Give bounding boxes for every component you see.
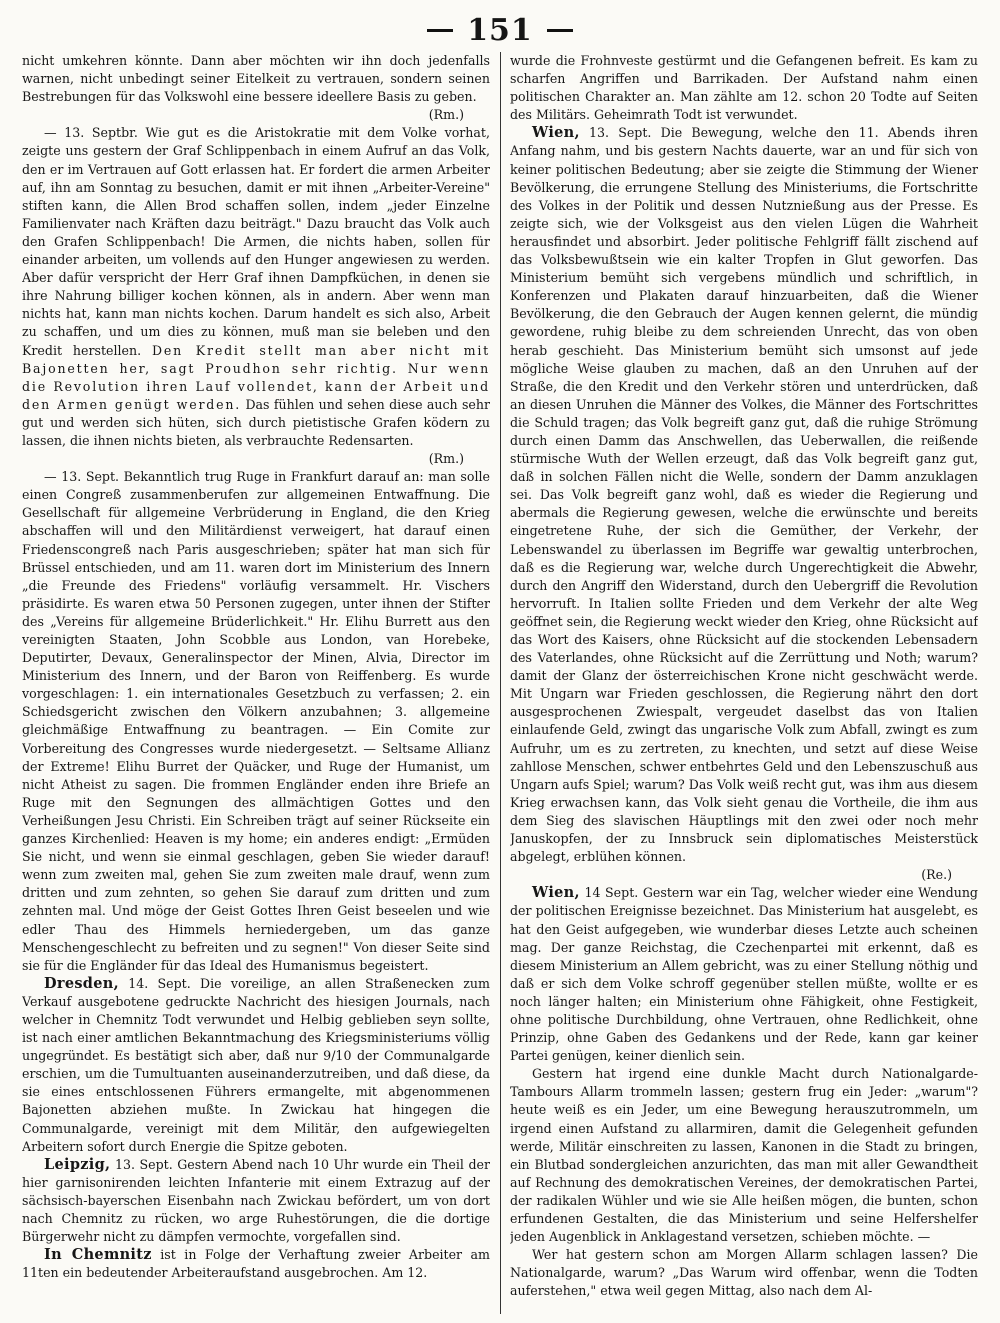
article-paragraph: Gestern hat irgend eine dunkle Macht durch Nationalgarde-Tambours Allarm trommeln lassen; gestern frug ein Jeder: „warum"? heute weiß es ein Jeder, um eine Bewegung herauszutrommeln, um irgend einen Aufstand zu allarmiren, damit die Gelegenheit gefunden werde, Militär einschreiten zu lassen, Kanonen in die Stadt zu bringen, ein Blutbad sondergleichen anzurichten, das man mit aller Gewandtheit auf Rechnung des demokratischen Vereines, der demokratischen Partei, der radikalen Wühler und wie sie Alle heißen mögen, die bunten, schon erfundenen Gestalten, die das Ministerium und seine Helfershelfer jeden Augenblick in Anklagestand versetzen, schieben möchte. — xyxy=(510,1066,978,1245)
spaced-emphasis: Den Kredit stellt man aber nicht mit Bajonetten her, sagt Proudhon sehr richtig. Nur wenn die Revolution ihren Lauf vollendet, kann der Arbeit und den Armen genügt werden. xyxy=(22,342,490,412)
dateline-place: Leipzig, xyxy=(44,1155,111,1173)
dateline-place: Wien, xyxy=(532,124,580,142)
column-divider xyxy=(500,52,501,1314)
author-signature: (Rm.) xyxy=(428,107,464,123)
text-columns xyxy=(22,52,978,1314)
page-header xyxy=(22,8,978,52)
article-continuation: nicht umkehren könnte. Dann aber möchten wir ihn doch jedenfalls warnen, nicht unbedingt seiner Eitelkeit zu vertrauen, sondern seinen Bestrebungen für das Volkswohl eine bessere ideellere Basis zu geben. xyxy=(22,53,490,105)
right-column xyxy=(510,52,978,1314)
author-signature: (Re.) xyxy=(921,867,952,883)
article-chemnitz: In Chemnitz ist in Folge der Verhaftung zweier Arbeiter am 11ten ein bedeutender Arbeiteraufstand ausgebrochen. Am 12. xyxy=(22,1246,490,1281)
dateline-place: In Chemnitz xyxy=(44,1246,152,1264)
dateline-place: Wien, xyxy=(532,884,580,902)
article-dresden: Dresden, 14. Sept. Die voreilige, an allen Straßenecken zum Verkauf ausgebotene gedruckte Nachricht des hiesigen Journals, nach welcher in Chemnitz Todt verwundet und Helbig geblieben seyn sollte, ist nach einer amtlichen Bekanntmachung des Kriegsministeriums völlig ungegründet. Es bestätigt sich aber, daß nur 9/10 der Communalgarde erschien, um die Tumultuanten auseinanderzutreiben, und daß diese, da sie eines entschlossenen Führers ermangelte, mit abgenommenen Bajonetten abziehen mußte. In Zwickau hat hingegen die Communalgarde, vereinigt mit dem Militär, den aufgewiegelten Arbeitern sofort durch Energie die Spitze geboten. xyxy=(22,974,490,1154)
header-dash-right xyxy=(547,29,573,32)
dateline-place: Dresden, xyxy=(44,974,119,992)
article-friedenscongress: — 13. Sept. Bekanntlich trug Ruge in Frankfurt darauf an: man solle einen Congreß zusammenberufen zur allgemeinen Entwaffnung. Die Gesellschaft für allgemeine Verbrüderung in England, die den Krieg abschaffen will und den Militärdienst verweigert, hat darauf einen Friedenscongreß nach Paris ausgeschrieben; später hat man sich für Brüssel entschieden, und am 11. waren dort im Ministerium des Innern „die Freunde des Friedens" vorläufig versammelt. Hr. Vischers präsidirte. Es waren etwa 50 Personen zugegen, unter ihnen der Stifter des „Vereins für allgemeine Brüderlichkeit." Hr. Elihu Burrett aus den vereinigten Staaten, John Scobble aus London, van Horebeke, Deputirter, Devaux, Generalinspector der Minen, Alvia, Director im Ministerium des Innern, und der Baron von Reiffenberg. Es wurde vorgeschlagen: 1. ein internationales Gesetzbuch zu verfassen; 2. ein Schiedsgericht zwischen den Völkern anzubahnen; 3. allgemeine gleichmäßige Entwaffnung zu beantragen. — Ein Comite zur Vorbereitung des Congresses wurde niedergesetzt. — Seltsame Allianz der Extreme! Elihu Burret der Quäcker, und Ruge der Humanist, um nicht Atheist zu sagen. Die frommen Engländer enden ihre Briefe an Ruge mit den Segnungen des allmächtigen Gottes und den Verheißungen Jesu Christi. Ein Schreiben trägt auf seiner Rückseite ein ganzes Kirchenlied: Heaven is my home; ein anderes endigt: „Ermüden Sie nicht, und wenn sie einmal geschlagen, geben Sie wieder darauf! wenn zum zweiten mal, gehen Sie zum zweiten male drauf, wenn zum dritten und zum zehnten, so gehen Sie darauf zum dritten und zum zehnten mal. Und möge der Geist Gottes Ihren Geist beseelen und wie edler Thau des Himmels herniedergeben, um das ganze Menschengeschlecht zu befreiten und zu segnen!" Von dieser Seite sind sie für die Engländer für das Ideal des Humanismus begeistert. xyxy=(22,469,490,973)
article-wien-13: Wien, 13. Sept. Die Bewegung, welche den 11. Abends ihren Anfang nahm, und bis gestern Nachts dauerte, war an und für sich von keiner politischen Bedeutung; aber sie zeigte die Stimmung der Wiener Bevölkerung, die errungene Stellung des Ministeriums, die Fortschritte des Volkes in der Politik und dessen Nutznießung aus der Presse. Es zeigte sich, wie der Volksgeist aus den vielen Lügen die Wahrheit herausfindet und absorbirt. Jeder politische Fehlgriff fällt zischend auf das Volksbewußtsein wie ein kalter Tropfen in Glut geworfen. Das Ministerium bemüht sich vergebens mündlich und schriftlich, in Konferenzen und Plakaten darauf hinzuarbeiten, daß die Wiener Bevölkerung, die den Gebrauch der Augen kennen gelernt, die mündig gewordene, ruhig bleibe zu dem schreienden Unrecht, das von oben herab geschieht. Das Ministerium bemüht sich umsonst auf jede mögliche Weise glauben zu machen, daß an den Unruhen auf der Straße, die den Kredit und den Verkehr stören und unterdrücken, daß an diesen Unruhen die Männer des Volkes, die Männer des Fortschrittes die Schuld tragen; das Volk begreift ganz gut, daß die ruhige Strömung durch einen Damm das Anschwellen, das Ueberwallen, die reißende stürmische Wuth der Wellen erzeugt, daß das Volk begreift ganz gut, daß in solchen Fällen nicht die Welle, sondern der Damm anzuklagen sei. Das Volk begreift ganz wohl, daß es wieder die Regierung und abermals die Regierung gewesen, welche die erwünschte und bereits eingetretene Ruhe, der sich die Gemüther, der Verkehr, der Lebenswandel zu überlassen im Begriffe war gewaltig unterbrochen, daß es die Regierung war, welche durch Ungerechtigkeit die Abwehr, durch den Angriff den Widerstand, durch den Uebergriff die Revolution hervorruft. In Italien sollte Frieden und dem Verkehr der alte Weg geöffnet sein, die Regierung weckt wieder den Krieg, ohne Rücksicht auf das Wort des Kaisers, ohne Rücksicht auf die stockenden Lebensadern des Vaterlandes, ohne Rücksicht auf die Zerrüttung und Noth; warum? damit der Glanz der österreichischen Krone nicht geschwächt werde. Mit Ungarn war Frieden geschlossen, die Regierung nährt den dort ausgesprochenen Zwiespalt, vergeudet daselbst das von Italien einlaufende Geld, zwingt das ungarische Volk zum Abfall, zwingt es zum Aufruhr, um es zu zertreten, zu knechten, und setzt auf diese Weise zahllose Menschen, schwer entbehrtes Geld und den Lebenszuschuß aus Ungarn aufs Spiel; warum? Das Volk weiß recht gut, was ihm aus diesem Krieg erwachsen kann, das Volk sieht genau die Vortheile, die ihm aus dem Sieg des slavischen Häuptlings mit den zwei oder noch mehr Januskopfen, der zu Innsbruck sein diplomatisches Meisterstück abgelegt, erblühen können. xyxy=(510,124,978,865)
article-paragraph: Wer hat gestern schon am Morgen Allarm schlagen lassen? Die Nationalgarde, warum? „Das Warum wird offenbar, wenn die Todten auferstehen," etwa weil gegen Mittag, also nach dem Al- xyxy=(510,1247,978,1299)
left-column xyxy=(22,52,490,1314)
article-leipzig: Leipzig, 13. Sept. Gestern Abend nach 10 Uhr wurde ein Theil der hier garnisonirenden leichten Infanterie mit einem Extrazug auf der sächsisch-bayerschen Eisenbahn nach Zwickau befördert, um von dort nach Chemnitz zu rücken, wo arge Ruhestörungen, die die dortige Bürgerwehr nicht zu dämpfen vermochte, vorgefallen sind. xyxy=(22,1155,490,1245)
article-continuation: wurde die Frohnveste gestürmt und die Gefangenen befreit. Es kam zu scharfen Angriffen und Barrikaden. Der Aufstand nahm einen politischen Charakter an. Man zählte am 12. schon 20 Todte auf Seiten des Militärs. Geheimrath Todt ist verwundet. xyxy=(510,53,978,123)
page-number: 151 xyxy=(467,12,533,48)
article-schlippenbach: — 13. Septbr. Wie gut es die Aristokratie mit dem Volke vorhat, zeigte uns gestern der Graf Schlippenbach in einem Aufruf an das Volk, den er im Vertrauen auf Gott erlassen hat. Er fordert die armen Arbeiter auf, ihn am Sonntag zu besuchen, damit er mit ihnen „Arbeiter-Vereine" stiften kann, die Allen Brod schaffen sollen, indem „jeder Einzelne Familienvater nach Kräften dazu beiträgt." Dazu braucht das Volk auch den Grafen Schlippenbach! Die Armen, die nichts haben, sollen für einander arbeiten, um vollends auf den Hunger angewiesen zu werden. Aber dafür verspricht der Herr Graf ihnen Dampfküchen, in denen sie ihre Nahrung billiger kochen können, als in andern. Aber wenn man nichts hat, kann man nichts kochen. Darum handelt es sich also, Arbeit zu schaffen, und um dies zu können, muß man sie beleben und den Kredit herstellen. Den Kredit stellt man aber nicht mit Bajonetten her, sagt Proudhon sehr richtig. Nur wenn die Revolution ihren Lauf vollendet, kann der Arbeit und den Armen genügt werden. Das fühlen und sehen diese auch sehr gut und werden sich hüten, sich durch pietistische Grafen ködern zu lassen, die ihnen nichts bieten, als verbrauchte Redensarten. xyxy=(22,125,490,448)
article-wien-14: Wien, 14 Sept. Gestern war ein Tag, welcher wieder eine Wendung der politischen Ereignisse bezeichnet. Das Ministerium hat ausgelebt, es hat den Geist aufgegeben, wie wunderbar dieses Letzte auch scheinen mag. Der ganze Reichstag, die Czechenpartei mit erkennt, daß es diesem Ministerium an Allem gebricht, was zu einer Stellung nöthig und daß er sich dem Volke schroff gegenüber stellen müßte, wollte er es noch länger halten; ein Ministerium ohne Fähigkeit, ohne Festigkeit, ohne politische Durchbildung, ohne Vertrauen, ohne Redlichkeit, ohne Prinzip, ohne Gaben des Gedankens und der Rede, kann gar keiner Partei genügen, keiner dienlich sein. xyxy=(510,884,978,1064)
author-signature: (Rm.) xyxy=(428,451,464,467)
header-dash-left xyxy=(427,29,453,32)
